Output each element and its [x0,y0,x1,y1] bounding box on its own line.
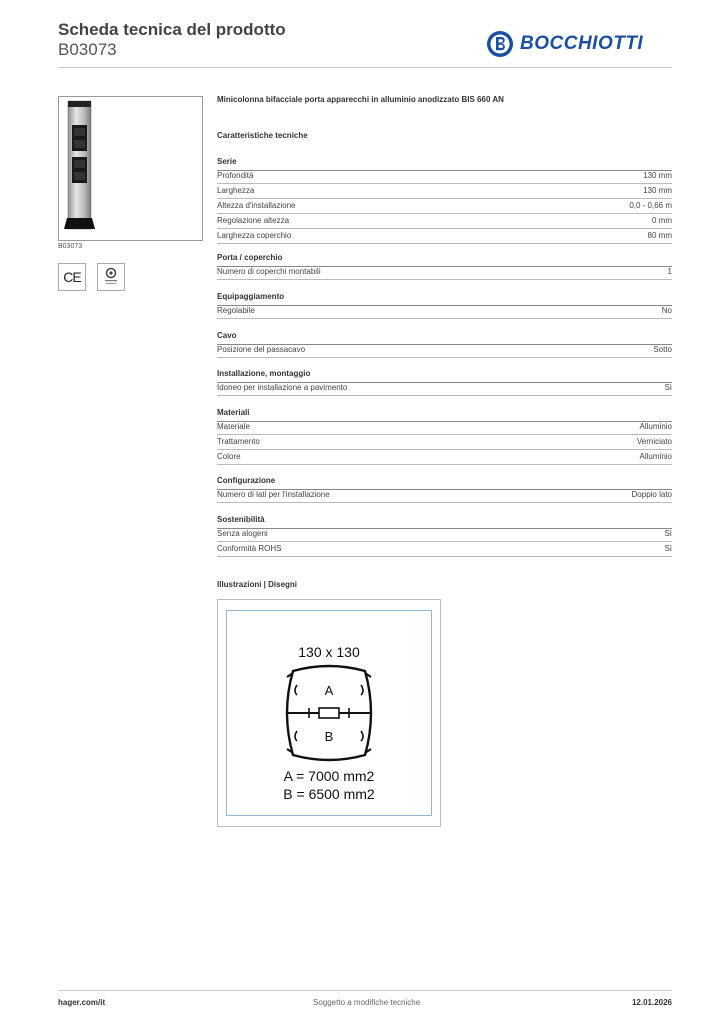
spec-key: Larghezza [217,186,255,195]
area-a-label: A = 7000 mm2 [283,768,375,784]
spec-key: Materiale [217,422,250,431]
spec-key: Larghezza coperchio [217,231,292,240]
spec-value: Sotto [653,345,672,354]
spec-group-title [217,253,672,265]
spec-value: No [661,306,672,315]
spec-row [217,381,672,396]
spec-key: Numero di coperchi montabili [217,267,321,276]
spec-key: Trattamento [217,437,260,446]
spec-value: 130 mm [643,171,672,180]
spec-row [217,488,672,503]
ce-mark-text: CE [63,269,81,285]
ce-mark-icon [58,263,86,291]
spec-group-title [217,515,672,527]
spec-group-title-text: Sostenibilità [217,515,265,524]
technical-characteristics-heading: Caratteristiche tecniche [217,131,308,140]
spec-group-title-text: Serie [217,157,237,166]
spec-row [217,229,672,244]
footer-divider [58,990,672,991]
spec-group-title-text: Cavo [217,331,237,340]
spec-value: Doppio lato [631,490,672,499]
product-code: B03073 [58,40,117,59]
product-image-caption: B03073 [58,243,83,250]
illustrations-label: Illustrazioni | Disegni [217,580,298,589]
spec-group-title-text: Porta / coperchio [217,253,283,262]
brand-logo [486,28,643,60]
spec-key: Profondità [217,171,254,180]
area-b-label: B = 6500 mm2 [283,786,375,802]
spec-row [217,420,672,435]
cross-section-svg [227,611,431,815]
page-header [58,20,286,60]
spec-key: Senza alogeni [217,529,268,538]
spec-group-title [217,476,672,488]
spec-group-title [217,157,672,169]
spec-row [217,184,672,199]
bocchiotti-logo-icon [486,30,514,58]
minicolumn-illustration [59,97,202,240]
imq-mark-icon [97,263,125,291]
spec-key: Colore [217,452,241,461]
drawing-frame [226,610,432,816]
spec-value: 0,0 - 0,66 m [629,201,672,210]
footer-website: hager.com/it [58,998,106,1007]
drawing-dimensions: 130 x 130 [298,644,360,660]
spec-value: Verniciato [636,437,672,446]
spec-value: Sì [664,544,672,553]
chamber-b-label: B [324,729,334,744]
spec-group-title [217,331,672,343]
product-image [58,96,203,241]
spec-value: 130 mm [643,186,672,195]
spec-value: Sì [664,529,672,538]
footer-disclaimer: Soggetto a modifiche tecniche [313,998,421,1007]
spec-row [217,343,672,358]
spec-row [217,199,672,214]
product-name: Minicolonna bifacciale porta apparecchi in alluminio anodizzato BIS 660 AN [217,95,504,104]
spec-row [217,169,672,184]
brand-name: BOCCHIOTTI [520,33,644,54]
chamber-a-label: A [324,683,334,698]
spec-group-title-text: Installazione, montaggio [217,369,311,378]
spec-value: 0 mm [652,216,672,225]
spec-key: Posizione del passacavo [217,345,306,354]
spec-row [217,214,672,229]
spec-group-title [217,292,672,304]
cross-section-drawing [217,599,441,827]
spec-row [217,265,672,280]
spec-group-title-text: Materiali [217,408,250,417]
header-divider [58,67,672,68]
spec-row [217,450,672,465]
spec-row [217,542,672,557]
footer-date: 12.01.2026 [631,998,672,1007]
spec-value: Alluminio [639,422,672,431]
spec-key: Regolazione altezza [217,216,290,225]
spec-value: Alluminio [639,452,672,461]
spec-row [217,527,672,542]
spec-value: Sì [664,383,672,392]
spec-value: 1 [667,267,672,276]
spec-row [217,435,672,450]
product-name-block [217,95,672,104]
spec-key: Numero di lati per l'installazione [217,490,330,499]
spec-row [217,304,672,319]
document-title: Scheda tecnica del prodotto [58,20,286,39]
spec-value: 80 mm [647,231,672,240]
spec-key: Conformità ROHS [217,544,282,553]
spec-group-title [217,369,672,381]
spec-group-title-text: Equipaggiamento [217,292,285,301]
spec-key: Altezza d'installazione [217,201,296,210]
spec-group-title [217,408,672,420]
spec-group-title-text: Configurazione [217,476,276,485]
spec-key: Regolabile [217,306,255,315]
spec-key: Idoneo per installazione a pavimento [217,383,348,392]
